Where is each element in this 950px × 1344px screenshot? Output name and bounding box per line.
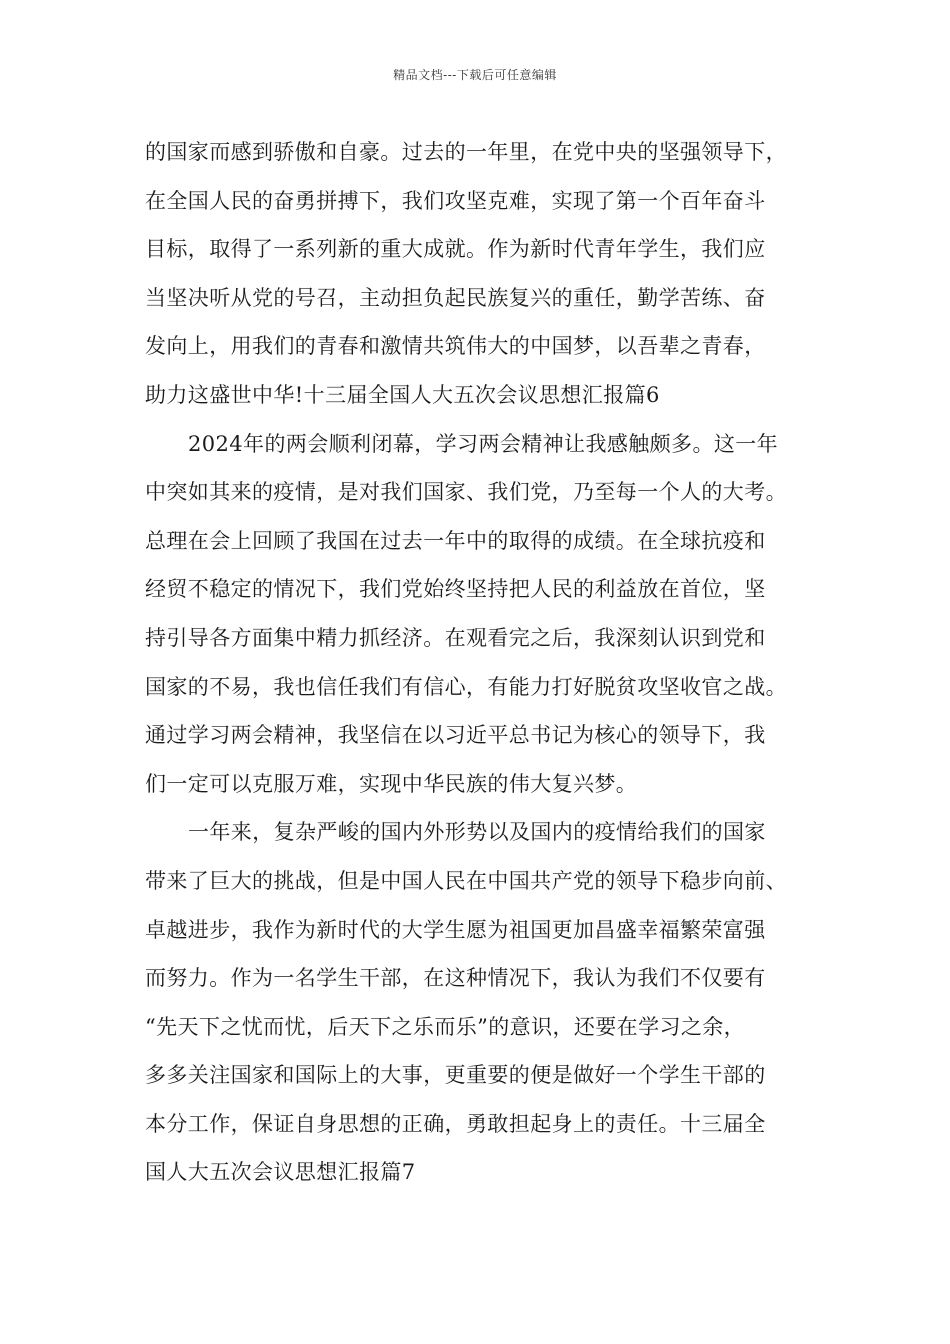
text-line: 本分工作，保证自身思想的正确，勇敢担起身上的责任。十三届全	[145, 1111, 766, 1136]
text-line: 国家的不易，我也信任我们有信心，有能力打好脱贫攻坚收官之战。	[145, 674, 787, 699]
text-line: 经贸不稳定的情况下，我们党始终坚持把人民的利益放在首位，坚	[145, 577, 766, 602]
page-header: 精品文档---下载后可任意编辑	[393, 68, 557, 82]
text-line: 卓越进步，我作为新时代的大学生愿为祖国更加昌盛幸福繁荣富强	[145, 917, 766, 942]
paragraph-first-line: 一年来，复杂严峻的国内外形势以及国内的疫情给我们的国家	[188, 820, 766, 845]
text-line: 国人大五次会议思想汇报篇7	[145, 1160, 416, 1185]
text-line: 在全国人民的奋勇拼搏下，我们攻坚克难，实现了第一个百年奋斗	[145, 188, 766, 213]
paragraph-first-line: 2024年的两会顺利闭幕，学习两会精神让我感触颇多。这一年	[188, 431, 779, 456]
text-line: 的国家而感到骄傲和自豪。过去的一年里，在党中央的坚强领导下，	[145, 140, 787, 164]
text-line: “先天下之忧而忧，后天下之乐而乐”的意识，还要在学习之余，	[145, 1014, 746, 1039]
text-line: 多多关注国家和国际上的大事，更重要的便是做好一个学生干部的	[145, 1063, 766, 1088]
text-line: 而努力。作为一名学生干部，在这种情况下，我认为我们不仅要有	[145, 966, 766, 991]
text-line: 目标，取得了一系列新的重大成就。作为新时代青年学生，我们应	[145, 237, 766, 262]
text-line: 们一定可以克服万难，实现中华民族的伟大复兴梦。	[145, 771, 638, 796]
document-body	[145, 128, 825, 1197]
text-line: 总理在会上回顾了我国在过去一年中的取得的成绩。在全球抗疫和	[145, 528, 766, 553]
text-line: 带来了巨大的挑战，但是中国人民在中国共产党的领导下稳步向前、	[145, 868, 787, 893]
text-line: 持引导各方面集中精力抓经济。在观看完之后，我深刻认识到党和	[145, 625, 766, 650]
text-line: 通过学习两会精神，我坚信在以习近平总书记为核心的领导下，我	[145, 723, 766, 748]
text-line: 当坚决听从党的号召，主动担负起民族复兴的重任，勤学苦练、奋	[145, 285, 766, 310]
text-line: 发向上，用我们的青春和激情共筑伟大的中国梦，以吾辈之青春，	[145, 334, 766, 359]
text-line: 助力这盛世中华!十三届全国人大五次会议思想汇报篇6	[145, 382, 660, 407]
text-line: 中突如其来的疫情，是对我们国家、我们党，乃至每一个人的大考。	[145, 480, 787, 505]
